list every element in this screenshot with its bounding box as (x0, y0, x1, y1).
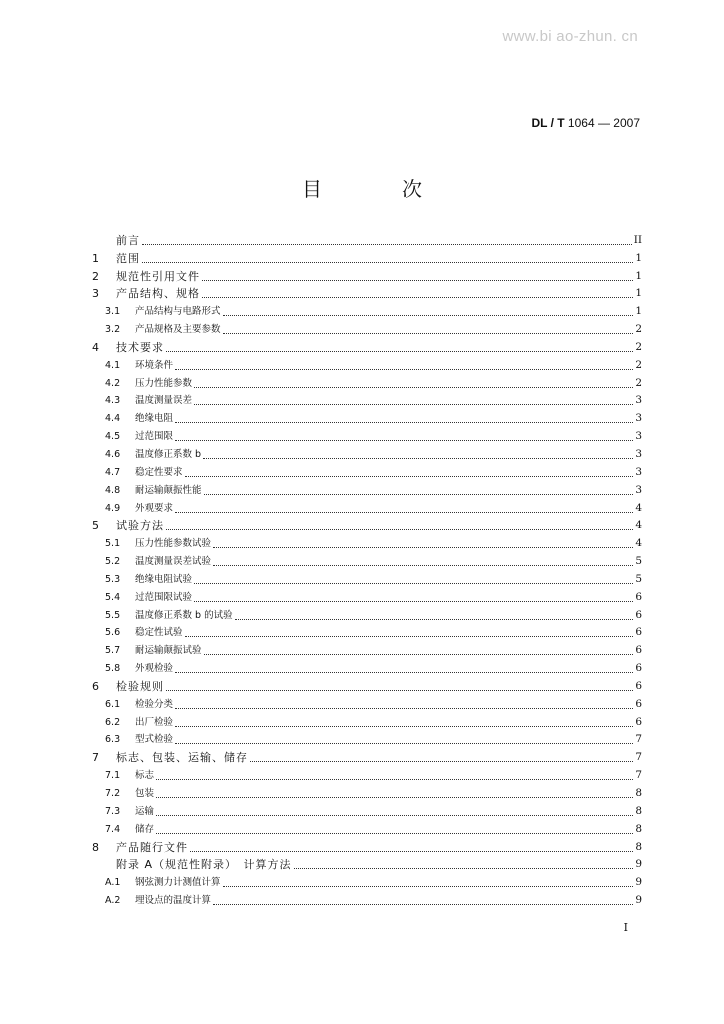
toc-entry-label: 绝缘电阻试验 (135, 573, 193, 585)
toc-entry-page: 6 (635, 644, 642, 657)
toc-entry-number: 4.3 (105, 395, 121, 407)
dot-leader (213, 547, 633, 548)
dot-leader (223, 886, 634, 887)
toc-entry[interactable] (90, 693, 642, 711)
toc-entry-label: 型式检验 (135, 734, 174, 746)
toc-entry[interactable] (90, 407, 642, 425)
dot-leader (175, 369, 633, 370)
dot-leader (175, 726, 633, 727)
dot-leader (156, 833, 633, 834)
toc-entry[interactable] (90, 283, 642, 301)
toc-entry[interactable] (90, 550, 642, 568)
toc-entry[interactable] (90, 604, 642, 622)
toc-entry-page: 6 (635, 608, 642, 621)
toc-entry-label: 外观要求 (135, 502, 174, 514)
dot-leader (294, 868, 634, 869)
toc-entry-page: 9 (635, 894, 642, 907)
document-code-suffix: 1064 — 2007 (564, 116, 640, 130)
toc-entry-page: 1 (635, 269, 642, 282)
toc-entry-number: 5.7 (105, 645, 121, 657)
toc-entry-page: 7 (635, 769, 642, 782)
dot-leader (175, 743, 633, 744)
toc-entry-label: 规范性引用文件 (116, 269, 200, 283)
toc-entry-page: 4 (635, 519, 642, 532)
toc-entry[interactable] (90, 836, 642, 854)
toc-entry[interactable] (90, 675, 642, 693)
toc-entry-number: 6.1 (105, 698, 121, 710)
dot-leader (204, 654, 634, 655)
toc-entry-page: 6 (635, 590, 642, 603)
dot-leader (142, 244, 632, 245)
toc-entry-page: 6 (635, 626, 642, 639)
toc-entry-number: 5.1 (105, 538, 121, 550)
toc-entry-label: 储存 (135, 823, 155, 835)
document-code (531, 116, 640, 130)
toc-entry-label: 压力性能参数试验 (135, 538, 212, 550)
toc-entry-page: 9 (635, 858, 642, 871)
dot-leader (185, 636, 634, 637)
toc-entry-page: 3 (635, 483, 642, 496)
dot-leader (166, 690, 633, 691)
toc-entry-page: 3 (635, 465, 642, 478)
toc-entry-number: 3.2 (105, 324, 121, 336)
dot-leader (223, 333, 634, 334)
dot-leader (175, 672, 633, 673)
toc-entry-label: 稳定性要求 (135, 466, 183, 478)
toc-entry-number: A.2 (105, 895, 121, 907)
dot-leader (213, 565, 633, 566)
toc-entry-number: 4.9 (105, 502, 121, 514)
toc-entry-label: 前言 (116, 233, 140, 247)
toc-entry-page: 1 (635, 287, 642, 300)
toc-entry-page: 3 (635, 412, 642, 425)
toc-entry-label: 温度修正系数 b 的试验 (135, 609, 233, 621)
toc-entry[interactable] (90, 764, 642, 782)
toc-entry-page: 5 (635, 555, 642, 568)
toc-entry-page: 2 (635, 323, 642, 336)
toc-entry-label: 试验方法 (116, 519, 164, 533)
toc-entry-number: 5.8 (105, 663, 121, 675)
toc-entry[interactable] (90, 622, 642, 640)
toc-entry[interactable] (90, 871, 642, 889)
toc-entry-label: 包装 (135, 788, 155, 799)
toc-entry-label: 运输 (135, 805, 155, 817)
dot-leader (156, 797, 633, 798)
toc-entry-label: 检验规则 (116, 679, 164, 693)
toc-entry-number: 7.2 (105, 788, 121, 799)
toc-entry-label: 稳定性试验 (135, 627, 183, 639)
toc-entry-label: 产品随行文件 (116, 840, 188, 854)
toc-entry-page: 6 (635, 679, 642, 692)
toc-entry-page: 4 (635, 501, 642, 514)
toc-entry[interactable] (90, 300, 642, 318)
dot-leader (175, 512, 633, 513)
dot-leader (166, 351, 633, 352)
toc-entry-number: 1 (92, 251, 99, 265)
toc-entry-number: 4.5 (105, 431, 121, 443)
toc-entry-page: 4 (635, 537, 642, 550)
dot-leader (175, 422, 633, 423)
toc-entry[interactable] (90, 515, 642, 533)
toc-entry[interactable] (90, 479, 642, 497)
toc-entry-label: 标志 (135, 770, 155, 782)
toc-entry[interactable] (90, 372, 642, 390)
toc-entry[interactable] (90, 782, 642, 800)
dot-leader (175, 708, 633, 709)
toc-entry-number: 4.2 (105, 377, 121, 389)
toc-entry-number: 4.6 (105, 448, 121, 460)
toc-entry-number: 7 (92, 751, 99, 765)
dot-leader (204, 494, 634, 495)
dot-leader (190, 851, 633, 852)
toc-entry-page: 3 (635, 447, 642, 460)
toc-entry-page: 7 (635, 751, 642, 764)
dot-leader (194, 387, 633, 388)
toc-entry-page: 2 (635, 340, 642, 353)
toc-entry[interactable] (90, 425, 642, 443)
toc-entry[interactable] (90, 229, 642, 247)
toc-entry-number: 8 (92, 840, 99, 854)
dot-leader (203, 458, 633, 459)
toc-entry-label: 范围 (116, 251, 140, 265)
toc-entry-page: II (633, 233, 642, 246)
dot-leader (185, 476, 634, 477)
toc-entry-page: 8 (635, 804, 642, 817)
toc-entry-label: 温度测量误差试验 (135, 556, 212, 568)
dot-leader (250, 761, 633, 762)
toc-entry-number: 7.3 (105, 805, 121, 817)
page-number: I (623, 921, 628, 934)
toc-entry-number: 5 (92, 519, 99, 533)
toc-entry[interactable] (90, 746, 642, 764)
toc-entry-label: 检验分类 (135, 698, 174, 710)
toc-title: 目 次 (302, 177, 452, 201)
dot-leader (194, 583, 633, 584)
toc-entry-page: 3 (635, 430, 642, 443)
dot-leader (213, 904, 633, 905)
dot-leader (223, 315, 634, 316)
toc-entry-label: 附录 A（规范性附录） 计算方法 (116, 858, 292, 872)
toc-entry-label: 过范围限 (135, 431, 174, 443)
toc-entry-label: 环境条件 (135, 359, 174, 371)
toc-entry-label: 绝缘电阻 (135, 413, 174, 425)
toc-entry-page: 3 (635, 394, 642, 407)
toc-entry-page: 8 (635, 840, 642, 853)
toc-entry-page: 5 (635, 572, 642, 585)
toc-entry[interactable] (90, 265, 642, 283)
toc-entry[interactable] (90, 800, 642, 818)
toc-entry-number: 6 (92, 679, 99, 693)
toc-entry-label: 产品规格及主要参数 (135, 324, 221, 336)
toc-entry-number: 4.4 (105, 413, 121, 425)
dot-leader (194, 404, 633, 405)
toc-entry-page: 2 (635, 376, 642, 389)
toc-entry-label: 温度修正系数 b (135, 448, 202, 460)
toc-entry-page: 6 (635, 715, 642, 728)
toc-entry-label: 产品结构、规格 (116, 287, 200, 301)
toc-entry[interactable] (90, 532, 642, 550)
toc-entry[interactable] (90, 729, 642, 747)
toc-entry-number: 5.2 (105, 556, 121, 568)
toc-entry-label: 耐运输颠振试验 (135, 645, 202, 657)
toc-entry[interactable] (90, 247, 642, 265)
toc-entry-page: 8 (635, 787, 642, 799)
toc-entry-number: 4.7 (105, 466, 121, 478)
dot-leader (202, 280, 633, 281)
toc-entry-page: 9 (635, 876, 642, 889)
toc-entry-label: 钢弦测力计测值计算 (135, 877, 221, 889)
toc-entry-number: 3 (92, 287, 99, 301)
toc-entry-page: 7 (635, 733, 642, 746)
toc-entry[interactable] (90, 568, 642, 586)
toc-entry[interactable] (90, 443, 642, 461)
toc-entry-number: 5.5 (105, 609, 121, 621)
toc-entry-label: 技术要求 (116, 340, 164, 354)
toc-entry-label: 埋设点的温度计算 (135, 895, 212, 907)
toc-entry-number: 5.6 (105, 627, 121, 639)
toc-entry-label: 耐运输颠振性能 (135, 484, 202, 496)
toc-entry-number: 5.4 (105, 591, 121, 603)
toc-entry-page: 6 (635, 662, 642, 675)
toc-entry-label: 出厂检验 (135, 716, 174, 728)
dot-leader (235, 619, 634, 620)
toc-entry-label: 外观检验 (135, 663, 174, 675)
toc-entry-page: 2 (635, 358, 642, 371)
toc-entry-page: 8 (635, 822, 642, 835)
toc-entry-label: 温度测量误差 (135, 395, 193, 407)
toc-entry[interactable] (90, 354, 642, 372)
toc-entry[interactable] (90, 711, 642, 729)
toc-entry-page: 6 (635, 697, 642, 710)
dot-leader (156, 815, 633, 816)
toc-entry-label: 标志、包装、运输、储存 (116, 751, 248, 765)
dot-leader (166, 529, 633, 530)
dot-leader (175, 440, 633, 441)
toc-entry-number: 6.3 (105, 734, 121, 746)
toc-entry[interactable] (90, 318, 642, 336)
toc-entry-page: 1 (635, 305, 642, 318)
toc-entry-number: 7.1 (105, 770, 121, 782)
toc-entry-label: 产品结构与电路形式 (135, 306, 221, 318)
toc-entry-number: 2 (92, 269, 99, 283)
toc-entry-number: 5.3 (105, 573, 121, 585)
toc-entry-page: 1 (635, 251, 642, 264)
toc-entry-label: 压力性能参数 (135, 377, 193, 389)
toc-entry-number: 3.1 (105, 306, 121, 318)
toc-entry[interactable] (90, 390, 642, 408)
toc-entry-number: 4.1 (105, 359, 121, 371)
toc-entry-number: 7.4 (105, 823, 121, 835)
toc-entry-number: 4.8 (105, 484, 121, 496)
toc-entry[interactable] (90, 818, 642, 836)
toc-entry[interactable] (90, 854, 642, 872)
toc-entry-number: 4 (92, 340, 99, 354)
table-of-contents (90, 229, 642, 907)
toc-entry[interactable] (90, 586, 642, 604)
toc-entry-number: A.1 (105, 877, 121, 889)
toc-entry[interactable] (90, 889, 642, 907)
dot-leader (194, 601, 633, 602)
toc-entry[interactable] (90, 461, 642, 479)
dot-leader (156, 779, 633, 780)
toc-entry[interactable] (90, 497, 642, 515)
dot-leader (142, 262, 633, 263)
toc-entry[interactable] (90, 657, 642, 675)
toc-entry[interactable] (90, 336, 642, 354)
dot-leader (202, 297, 633, 298)
document-code-prefix: DL / T (531, 116, 565, 130)
toc-entry[interactable] (90, 639, 642, 657)
toc-entry-number: 6.2 (105, 716, 121, 728)
toc-entry-label: 过范围限试验 (135, 591, 193, 603)
watermark: www.bi ao-zhun. cn (502, 28, 638, 45)
